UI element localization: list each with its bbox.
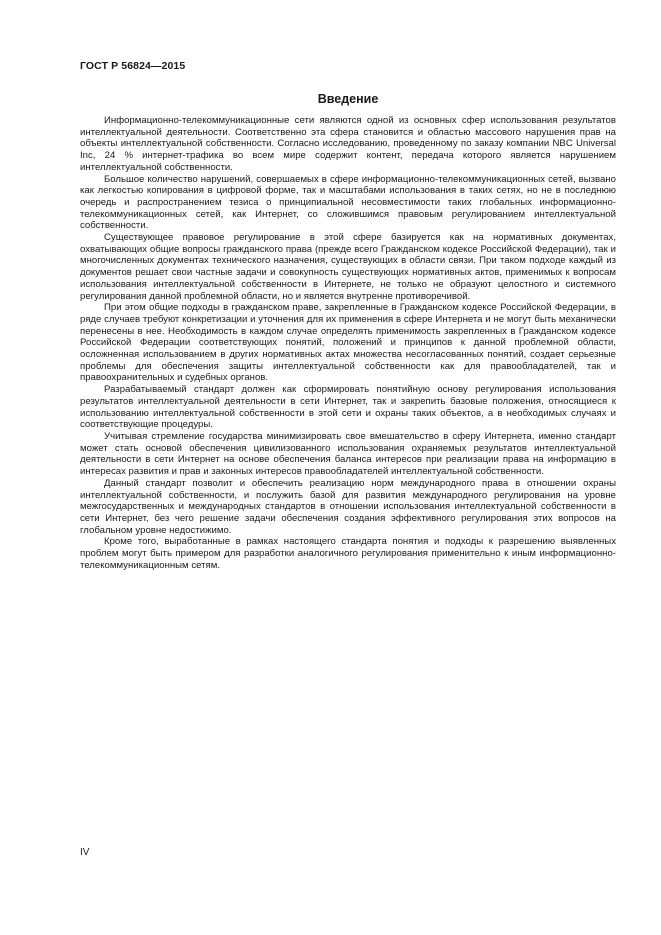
paragraph: Разрабатываемый стандарт должен как сформировать понятийную основу регулирования использования результатов интеллектуальной деятельности в сети Интернет, так и закрепить базовые положения, относящиеся к использованию интеллектуальной собственности в этой сети и охраны таких объектов, а в необходимых случаях и соответствующие процедуры. <box>80 384 616 431</box>
page-number: IV <box>80 847 90 858</box>
section-title: Введение <box>317 92 379 106</box>
paragraph: Учитывая стремление государства минимизировать свое вмешательство в сферу Интернета, именно стандарт может стать основой обеспечения цивилизованного использования охраняемых результатов интеллектуальной деятельности в сети Интернет на основе обеспечения баланса интересов при реализации права на информацию в интересах развития и прав и законных интересов правообладателей интеллектуальной собственности. <box>80 430 616 478</box>
paragraph: Информационно-телекоммуникационные сети являются одной из основных сфер использования результатов интеллектуальной деятельности. Соответственно эта сфера становится и областью массового нарушения прав на объекты интеллектуальной собственности. Согласно исследованию, проведенному по заказу компании NBC Universal Inc, 24 % интернет-трафика во всем мире содержит контент, передача которого является нарушением интеллектуальной собственности. <box>80 115 616 173</box>
paragraph: Кроме того, выработанные в рамках настоящего стандарта понятия и подходы к разрешению выявленных проблем могут быть примером для разработки аналогичного регулирования применительно к иным информационно-телекоммуникационным сетям. <box>80 536 616 571</box>
introduction-body <box>80 115 616 571</box>
standard-id-header: ГОСТ Р 56824—2015 <box>80 60 186 72</box>
paragraph: Данный стандарт позволит и обеспечить реализацию норм международного права в отношении охраны интеллектуальной собственности, и послужить базой для развития международного регулирования на уровне межгосударственных и международных стандартов в отношении использования интеллектуальной собственности в сети Интернет, без чего решение задачи обеспечения создания эффективного регулирования этих вопросов на глобальном уровне недостижимо. <box>80 477 616 536</box>
paragraph: Существующее правовое регулирование в этой сфере базируется как на нормативных документах, охватывающих общие вопросы гражданского права (прежде всего Гражданском кодексе Российской Федерации), так и многочисленных документах технического назначения, существующих в области связи. При таком подходе каждый из документов решает свои частные задачи и совокупность существующих нормативных актов, применимых к вопросам использования интеллектуальной собственности в Интернете, не только не образуют целостного и системного регулирования данной проблемной области, но и является внутренне противоречивой. <box>80 232 616 302</box>
paragraph: Большое количество нарушений, совершаемых в сфере информационно-телекоммуникационных сетей, вызвано как легкостью копирования в цифровой форме, так и масштабами использования в таких сетях, но не в последнюю очередь и распространением тезиса о принципиальной несовместимости таких глобальных информационно-телекоммуникационных сетей, как Интернет, со сложившимся правовым регулированием интеллектуальной собственности. <box>80 173 616 232</box>
paragraph: При этом общие подходы в гражданском праве, закрепленные в Гражданском кодексе Российской Федерации, в ряде случаев требуют конкретизации и уточнения для их применения в сфере Интернета и не могут быть механически перенесены в нее. Необходимость в каждом случае определять применимость закрепленных в Гражданском кодексе Российской Федерации соответствующих понятий, положений и принципов к данной проблемной области, осложненная использованием в других нормативных актах множества несогласованных понятий, создает серьезные проблемы для обеспечения защиты интеллектуальной собственности как для правообладателей, так и правоохранительных и судебных органов. <box>80 302 616 384</box>
